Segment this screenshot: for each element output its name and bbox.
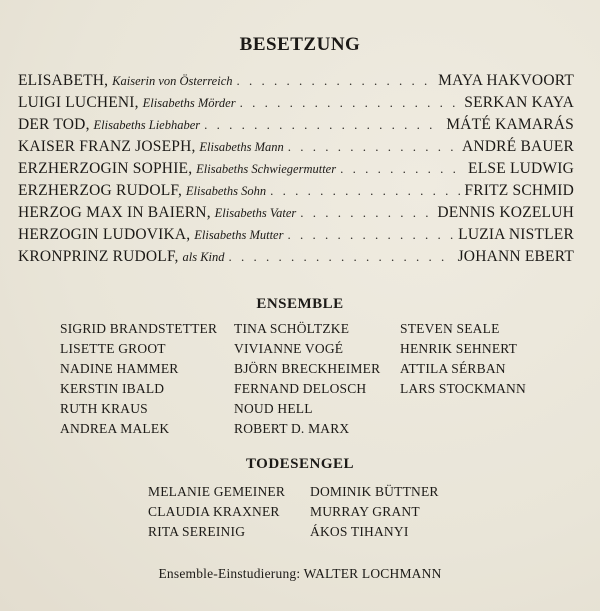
footer-name: WALTER LOCHMANN — [303, 566, 442, 581]
todesengel-member: RITA SEREINIG — [148, 524, 246, 539]
cast-row — [18, 138, 574, 160]
footer-credit — [0, 566, 600, 582]
cast-actor: LUZIA NISTLER — [458, 226, 574, 243]
cast-list — [18, 72, 574, 270]
todesengel-member: MELANIE GEMEINER — [148, 484, 286, 499]
cast-role: HERZOGIN LUDOVIKA, — [18, 226, 191, 243]
cast-role: DER TOD, — [18, 116, 90, 133]
cast-row — [18, 116, 574, 138]
cast-actor: DENNIS KOZELUH — [437, 204, 574, 221]
cast-role: KRONPRINZ RUDOLF, — [18, 248, 179, 265]
cast-role-description: Kaiserin von Österreich — [112, 74, 233, 88]
ensemble-member: STEVEN SEALE — [400, 321, 500, 336]
ensemble-member: SIGRID BRANDSTETTER — [60, 321, 218, 336]
ensemble-heading: ENSEMBLE — [256, 296, 344, 312]
dot-leader — [288, 139, 458, 155]
cast-role: ERZHERZOG RUDOLF, — [18, 182, 183, 199]
dot-leader — [340, 161, 464, 177]
todesengel-member: CLAUDIA KRAXNER — [148, 504, 280, 519]
ensemble-member: NADINE HAMMER — [60, 361, 179, 376]
dot-leader — [204, 117, 442, 133]
cast-role: ELISABETH, — [18, 72, 109, 89]
cast-row — [18, 248, 574, 270]
cast-role-description: Elisabeths Sohn — [185, 184, 267, 198]
cast-role: HERZOG MAX IN BAIERN, — [18, 204, 211, 221]
ensemble-member: BJÖRN BRECKHEIMER — [234, 361, 381, 376]
cast-row — [18, 94, 574, 116]
page-title: BESETZUNG — [239, 34, 361, 55]
cast-row — [18, 204, 574, 226]
ensemble-member: ROBERT D. MARX — [234, 421, 350, 436]
cast-actor: ANDRÉ BAUER — [462, 138, 574, 155]
dot-leader — [240, 95, 461, 111]
cast-actor: SERKAN KAYA — [464, 94, 574, 111]
ensemble-member: LISETTE GROOT — [60, 341, 166, 356]
todesengel-column — [310, 482, 439, 542]
cast-actor: JOHANN EBERT — [457, 248, 574, 265]
ensemble-member: ATTILA SÉRBAN — [400, 361, 506, 376]
cast-row — [18, 226, 574, 248]
cast-role-description: Elisabeths Schwiegermutter — [196, 162, 337, 176]
dot-leader — [229, 249, 454, 265]
ensemble-member: TINA SCHÖLTZKE — [234, 321, 350, 336]
todesengel-member: DOMINIK BÜTTNER — [310, 484, 439, 499]
ensemble-member: VIVIANNE VOGÉ — [234, 341, 344, 356]
ensemble-column — [400, 319, 526, 399]
ensemble-member: NOUD HELL — [234, 401, 313, 416]
dot-leader — [237, 73, 435, 89]
ensemble-member: RUTH KRAUS — [60, 401, 148, 416]
ensemble-member: LARS STOCKMANN — [400, 381, 526, 396]
cast-row — [18, 72, 574, 94]
footer-label: Ensemble-Einstudierung: — [158, 566, 301, 581]
cast-role: KAISER FRANZ JOSEPH, — [18, 138, 196, 155]
cast-actor: ELSE LUDWIG — [468, 160, 574, 177]
cast-role-description: Elisabeths Vater — [214, 206, 297, 220]
cast-role-description: Elisabeths Liebhaber — [93, 118, 201, 132]
ensemble-member: ANDREA MALEK — [60, 421, 170, 436]
dot-leader — [300, 205, 433, 221]
ensemble-member: HENRIK SEHNERT — [400, 341, 518, 356]
cast-role: ERZHERZOGIN SOPHIE, — [18, 160, 193, 177]
cast-actor: MÁTÉ KAMARÁS — [446, 116, 574, 133]
cast-role-description: Elisabeths Mutter — [194, 228, 284, 242]
cast-role-description: Elisabeths Mörder — [142, 96, 236, 110]
cast-actor: MAYA HAKVOORT — [438, 72, 574, 89]
ensemble-member: FERNAND DELOSCH — [234, 381, 367, 396]
cast-role: LUIGI LUCHENI, — [18, 94, 139, 111]
cast-row — [18, 160, 574, 182]
todesengel-heading: TODESENGEL — [245, 456, 355, 472]
cast-row — [18, 182, 574, 204]
ensemble-member: KERSTIN IBALD — [60, 381, 165, 396]
cast-actor: FRITZ SCHMID — [464, 182, 574, 199]
ensemble-column — [60, 319, 217, 439]
cast-role-description: als Kind — [182, 250, 225, 264]
dot-leader — [270, 183, 460, 199]
todesengel-member: ÁKOS TIHANYI — [310, 524, 409, 539]
dot-leader — [287, 227, 454, 243]
cast-role-description: Elisabeths Mann — [199, 140, 284, 154]
todesengel-column — [148, 482, 285, 542]
ensemble-column — [234, 319, 380, 439]
todesengel-member: MURRAY GRANT — [310, 504, 420, 519]
